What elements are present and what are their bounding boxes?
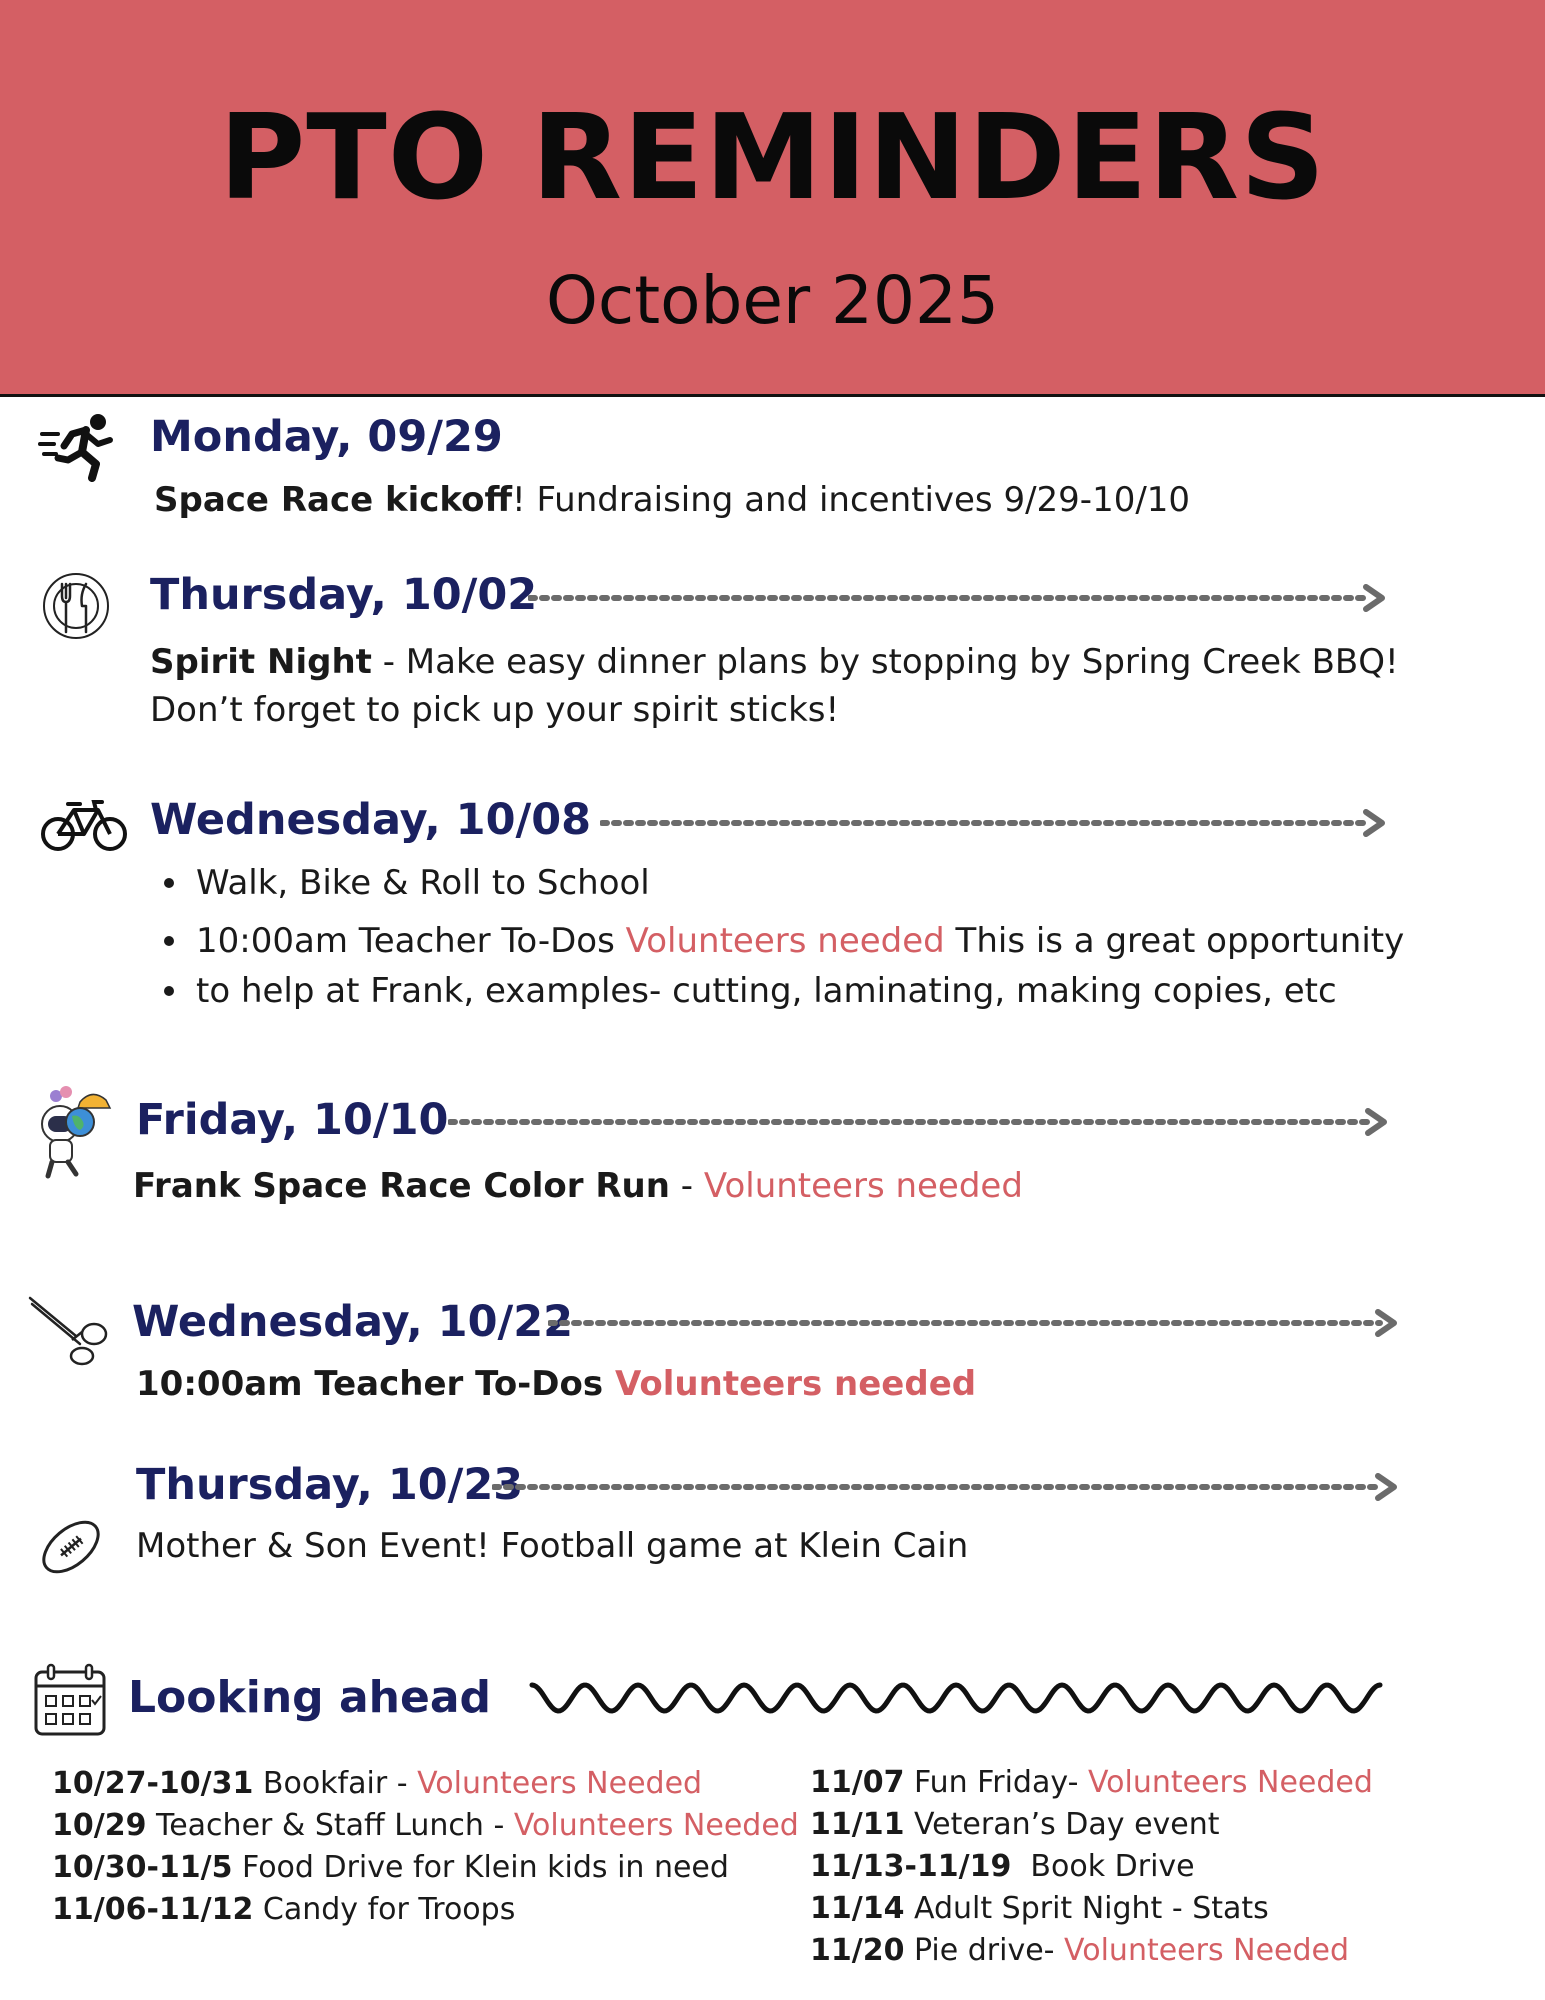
event-day-label: Wednesday, 10/08 [150, 795, 592, 845]
item-text: Food Drive for Klein kids in need [232, 1850, 729, 1885]
event-text: 10:00am Teacher To-Dos [196, 921, 626, 961]
item-text: Teacher & Staff Lunch - [146, 1808, 514, 1843]
astronaut-icon [34, 1086, 114, 1182]
item-date: 11/20 [810, 1933, 905, 1968]
arrow-right-icon [492, 1472, 1402, 1502]
event-description [150, 638, 1399, 734]
list-item [810, 1888, 1373, 1930]
event-bullet-list [154, 858, 1404, 1016]
volunteers-needed-text: Volunteers needed [703, 1166, 1023, 1206]
fork-knife-plate-icon [40, 570, 112, 642]
event-day-label: Monday, 09/29 [150, 412, 503, 462]
item-date: 10/30-11/5 [52, 1850, 233, 1885]
arrow-right-icon [548, 1308, 1402, 1338]
list-item [52, 1763, 799, 1805]
item-text: Pie drive- [904, 1933, 1065, 1968]
volunteers-needed-text: Volunteers Needed [1087, 1765, 1373, 1800]
list-item-continuation [154, 966, 1404, 1016]
bicycle-icon [40, 796, 128, 852]
item-date: 11/06-11/12 [52, 1892, 254, 1927]
event-text: Walk, Bike & Roll to School [196, 863, 650, 903]
item-text: Bookfair - [253, 1766, 418, 1801]
item-date: 11/07 [810, 1765, 905, 1800]
event-day-label: Wednesday, 10/22 [132, 1297, 574, 1347]
item-date: 11/13-11/19 [810, 1849, 1012, 1884]
football-icon [36, 1512, 106, 1582]
volunteers-needed-text: Volunteers Needed [417, 1766, 703, 1801]
item-text: Veteran’s Day event [904, 1807, 1220, 1842]
calendar-icon [32, 1662, 108, 1738]
volunteers-needed-text: Volunteers needed [614, 1364, 977, 1404]
wavy-divider [528, 1678, 1390, 1722]
arrow-right-icon [528, 583, 1390, 613]
event-description [154, 476, 1190, 524]
volunteers-needed-text: Volunteers Needed [513, 1808, 799, 1843]
looking-ahead-left-column [52, 1763, 799, 1931]
item-text: Book Drive [1011, 1849, 1195, 1884]
list-item [810, 1930, 1373, 1972]
event-text: to help at Frank, examples- cutting, laminating, making copies, etc [196, 971, 1337, 1011]
item-date: 11/14 [810, 1891, 905, 1926]
scissors-icon [28, 1294, 110, 1366]
header-banner [0, 0, 1545, 397]
item-date: 10/29 [52, 1808, 147, 1843]
event-text-line2: Don’t forget to pick up your spirit sticks! [150, 690, 840, 730]
event-description [136, 1522, 968, 1570]
event-text: - Make easy dinner plans by stopping by Spring Creek BBQ! [371, 642, 1399, 682]
event-text: Mother & Son Event! Football game at Klein Cain [136, 1526, 969, 1566]
event-highlight: Spirit Night [150, 642, 372, 682]
event-description [133, 1162, 1023, 1210]
list-item [52, 1805, 799, 1847]
list-item [52, 1847, 799, 1889]
event-day-label: Thursday, 10/02 [150, 570, 538, 620]
list-item [810, 1762, 1373, 1804]
list-item [810, 1804, 1373, 1846]
list-item [154, 916, 1404, 966]
page-title: PTO REMINDERS [218, 88, 1327, 226]
looking-ahead-title: Looking ahead [128, 1672, 492, 1723]
event-highlight: Frank Space Race Color Run [133, 1166, 670, 1206]
list-item [810, 1846, 1373, 1888]
volunteers-needed-text: Volunteers Needed [1064, 1933, 1350, 1968]
volunteers-needed-text: Volunteers needed [625, 921, 945, 961]
event-day-label: Friday, 10/10 [136, 1095, 449, 1145]
item-text: Fun Friday- [904, 1765, 1088, 1800]
event-text: This is a great opportunity [944, 921, 1405, 961]
item-text: Adult Sprit Night - Stats [904, 1891, 1269, 1926]
running-person-icon [38, 412, 116, 482]
arrow-right-icon [600, 808, 1390, 838]
event-highlight: Space Race kickoff [154, 480, 513, 520]
list-item [154, 858, 1404, 908]
looking-ahead-right-column [810, 1762, 1373, 1972]
event-description [136, 1360, 976, 1408]
item-date: 11/11 [810, 1807, 905, 1842]
event-text: - [669, 1166, 704, 1206]
event-text: ! Fundraising and incentives 9/29-10/10 [512, 480, 1191, 520]
page-subtitle: October 2025 [545, 262, 1000, 339]
event-day-label: Thursday, 10/23 [136, 1460, 524, 1510]
arrow-right-icon [448, 1107, 1392, 1137]
item-text: Candy for Troops [253, 1892, 516, 1927]
event-text: 10:00am Teacher To-Dos [136, 1364, 615, 1404]
list-item [52, 1889, 799, 1931]
item-date: 10/27-10/31 [52, 1766, 254, 1801]
